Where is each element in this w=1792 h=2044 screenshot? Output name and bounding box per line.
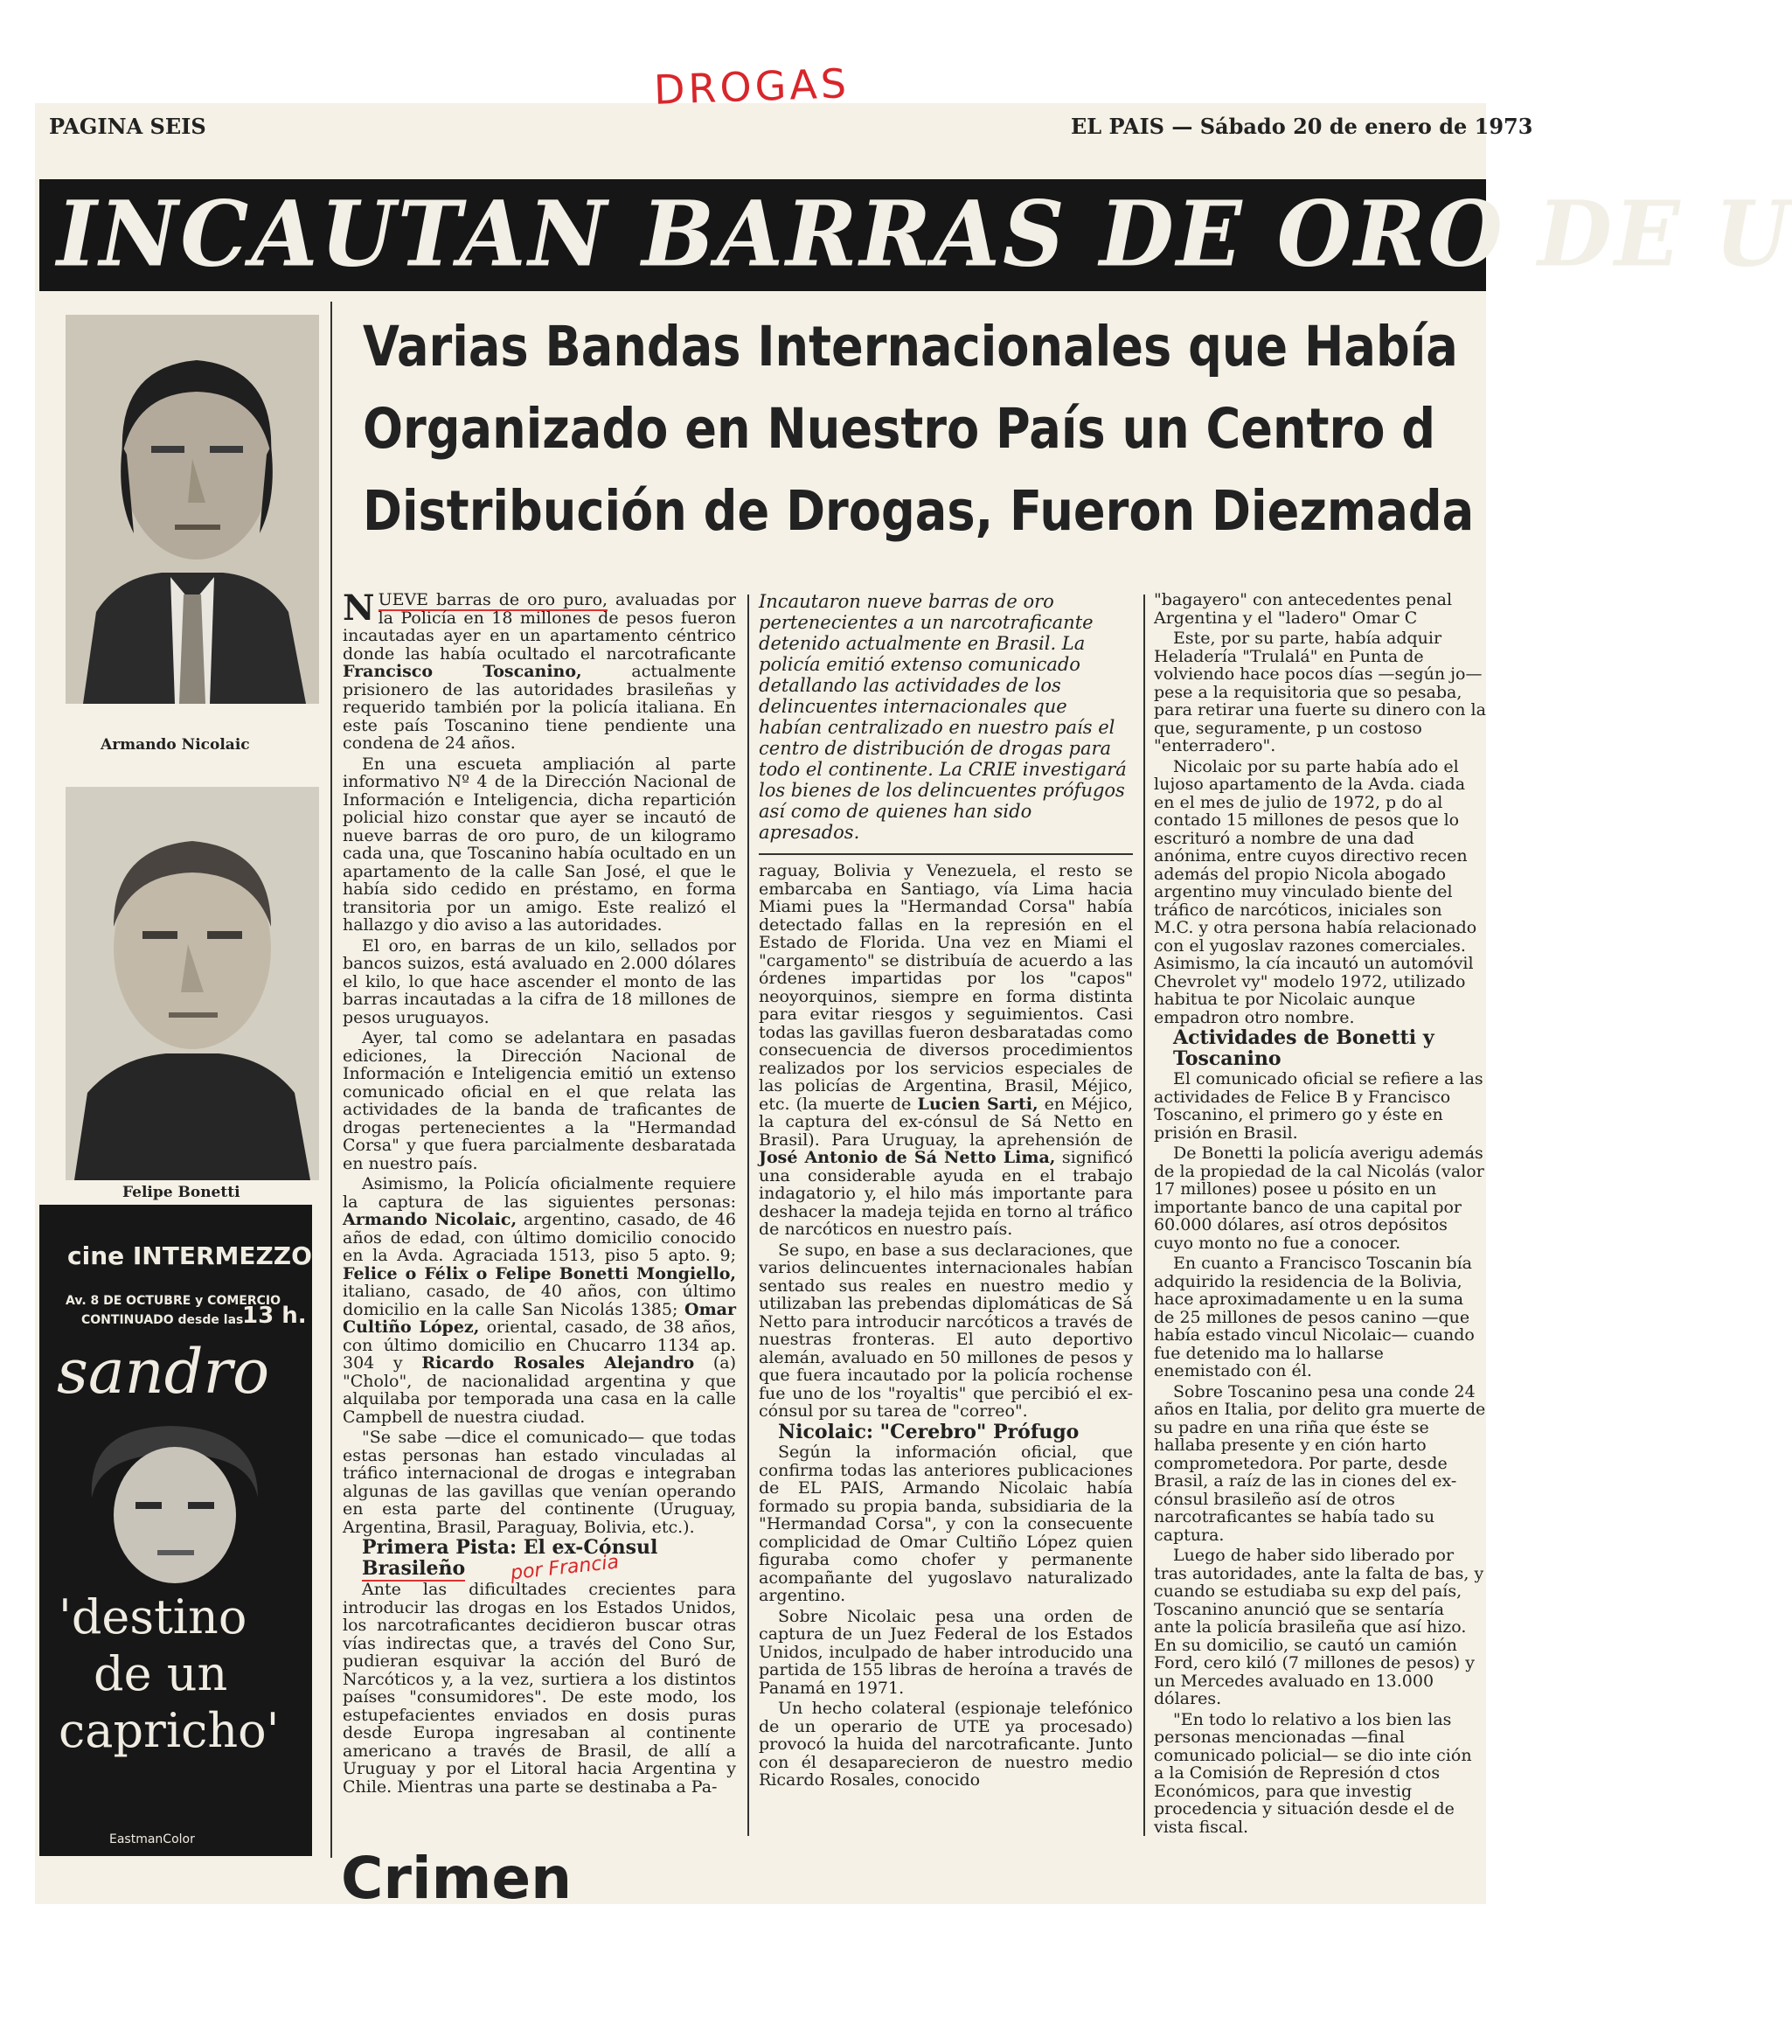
paragraph: Se supo, en base a sus declaraciones, que varios delincuentes internacionales habían sentado sus reales en nuestro medio y utilizaban las prebendas diplomáticas de Sá Netto para introducir narcóticos a través de nuestras fronteras. El auto deportivo alemán, avaluado en 50 millones de pesos y que fuera incautado por la policía rochense fue uno de los "royaltis" que percibió el ex-cónsul por su tarea de "correo". (759, 1240, 1133, 1421)
paragraph: En cuanto a Francisco Toscanin bía adquirido la residencia de la Bolivia, hace aproximadamente u en la suma de 25 millones de pesos canino —que había estado vincul Nicolaic— cuando fue detenido ma lo hallarse enemistado con él. (1154, 1254, 1475, 1380)
portrait-image (66, 315, 319, 704)
ad-address-line-2: CONTINUADO desde las (81, 1313, 244, 1327)
ad-film-title-1: 'destino (59, 1589, 247, 1644)
paragraph (759, 862, 1133, 1239)
paragraph (343, 1175, 736, 1426)
person-name: Ricardo Rosales Alejandro (421, 1353, 695, 1373)
portrait-photo-bonetti (66, 787, 319, 1180)
text: significó una considerable ayuda en el trabajo indagatorio y, el hilo más importante para deshacer la madeja tejida en torno al tráfico de narcóticos en nuestro país. (759, 1148, 1133, 1239)
paragraph: El comunicado oficial se refiere a las actividades de Felice B y Francisco Toscanino, el primero go y éste en prisión en Brasil. (1154, 1069, 1483, 1143)
paragraph: Sobre Toscanino pesa una conde 24 años en Italia, por delito gra muerte de su padre en una riña que éste se hallaba presente y en ción harto comprometedora. Por parte, desde Brasil, a raíz de las in ciones del ex-cónsul brasileño así de otros narcotraficantes se había tado su captura. (1154, 1381, 1486, 1545)
article-column-2 (759, 591, 1133, 1832)
ad-film-title-3: capricho' (59, 1703, 280, 1758)
text: en Méjico, la captura del ex-cónsul de Sá Netto en Brasil). Para Uruguay, la aprehensión de (759, 1094, 1133, 1150)
text: (a) "Cholo", de nacionalidad argentina y que alquilaba por temporada una casa en la calle Campbell de nuestra ciudad. (343, 1353, 737, 1427)
ad-footer-eastmancolor: EastmanColor (109, 1832, 195, 1846)
paragraph: Ayer, tal como se adelantara en pasadas ediciones, la Dirección Nacional de Información e Inteligencia emitió un extenso comunicado oficial en el que relata las actividades de la banda de traficantes de drogas pertenecientes a la "Hermandad Corsa" y que fuera parcialmente desbaratada en nuestro país. (343, 1028, 736, 1173)
cinema-advertisement (39, 1205, 312, 1856)
subheading (343, 1550, 736, 1584)
text: avaluadas por la Policía en 18 millones de pesos fueron incautadas ayer en un apartamento céntrico donde las había ocultado el narcotraficante (343, 590, 736, 664)
portrait-photo-nicolaic (66, 315, 319, 704)
paragraph: "bagayero" con antecedentes penal Argentina y el "ladero" Omar C (1154, 590, 1453, 628)
subheading: Primera Pista: El ex-Cónsul (362, 1536, 658, 1559)
person-name: Felice o Félix o Felipe Bonetti Mongiello, (343, 1263, 736, 1283)
headline-line-3: Distribución de Drogas, Fueron Diezmada (363, 479, 1475, 543)
divider (759, 853, 1133, 855)
subheading: Actividades de Bonetti y (1173, 1026, 1434, 1049)
banner-headline (39, 179, 1792, 291)
paragraph: Sobre Nicolaic pesa una orden de captura de un Juez Federal de los Estados Unidos, inculpado de haber introducido una partida de 155 libras de heroína a través de Panamá en 1971. (759, 1606, 1133, 1698)
article-summary: Incautaron nueve barras de oro pertenecientes a un narcotraficante detenido actualmente en Brasil. La policía emitió extenso comunicado detallando las actividades de los delincuentes internacionales que habían centralizado en nuestro país el centro de distribución de drogas para todo el continente. La CRIE investigará los bienes de los delincuentes prófugos así como de quienes han sido apresados. (759, 591, 1127, 843)
ad-film-title-2: de un (94, 1646, 228, 1701)
article-column-3 (1154, 590, 1486, 1837)
column-rule (1143, 594, 1145, 1836)
subheading-underlined: Brasileño (362, 1556, 466, 1580)
paragraph: Un hecho colateral (espionaje telefónico de un operario de UTE ya procesado) provocó la huida del narcotraficante. Junto con él desaparecieron de nuestro medio Ricardo Rosales, conocido (759, 1699, 1133, 1790)
headline-line-1: Varias Bandas Internacionales que Había (363, 315, 1458, 379)
text: actualmente prisionero de las autoridades brasileñas y requerido también por la policía italiana. En este país Toscanino tiene pendiente una condena de 24 años. (343, 662, 736, 753)
banner-headline-text: INCAUTAN BARRAS DE ORO DE U (57, 182, 1792, 288)
paragraph: El oro, en barras de un kilo, sellados por bancos suizos, está avaluado en 2.000 dólares el kilo, lo que hace ascender el monto de las barras incautadas a la cifra de 18 millones de pesos uruguayos. (343, 935, 736, 1027)
handwritten-margin-note: por Francia (510, 1550, 621, 1584)
paragraph: Ante las dificultades crecientes para introducir las drogas en los Estados Unidos, los narcotraficantes decidieron buscar otras vías indirectas que, a través del Cono Sur, pudieran esquivar la acción del Buró de Narcóticos y, a la vez, surtiera a los distintos países "consumidores". De este modo, los estupefacientes enviados en dosis puras desde Europa ingresaban al continente americano a través de Brasil, de allí a Uruguay y por el Litoral hacia Argentina y Chile. Mientras una parte se destinaba a Pa- (343, 1580, 736, 1797)
ad-cinema-name: cine INTERMEZZO (67, 1241, 312, 1270)
paragraph: De Bonetti la policía averigu además de la propiedad de la cal Nicolás (valor 17 millones) posee u pósito en un importante banco de una capital por 60.000 dólares, así otros depósitos cuyo monto no fue a conocer. (1154, 1144, 1484, 1253)
person-name: Francisco Toscanino, (343, 662, 582, 681)
next-article-headline: Crimen (341, 1845, 573, 1912)
drop-cap: N (343, 587, 375, 629)
paragraph: "En todo lo relativo a los bien las personas mencionadas —final comunicado policial— se dio inte ción a la Comisión de Represión d ctos Económicos, para que investig procedencia y situación desde el de vista fiscal. (1154, 1709, 1472, 1837)
column-rule (747, 594, 749, 1836)
text: raguay, Bolivia y Venezuela, el resto se embarcaba en Santiago, vía Lima hacia Miami pues la "Hermandad Corsa" había detectado fallas en la represión en el Estado de Florida. Una vez en Miami el "cargamento" se distribuía de acuerdo a las órdenes impartidas por los "capos" neoyorquinos, siempre en forma distinta para evitar riesgos y seguimientos. Casi todas las gavillas fueron desbaratadas como consecuencia de diversos procedimientos realizados por los servicios especiales de las policías de Argentina, Brasil, Méjico, etc. (la muerte de (759, 861, 1133, 1114)
subheading: Toscanino (1173, 1046, 1281, 1070)
text: Asimismo, la Policía oficialmente requiere la captura de las siguientes personas: (343, 1174, 736, 1212)
ad-hour: 13 h. (242, 1303, 307, 1329)
text: oriental, casado, de 38 años, con último domicilio en Chucarro 1134 ap. 304 y (343, 1317, 736, 1373)
person-name: Lucien Sarti, (917, 1094, 1038, 1114)
text-underlined: UEVE barras de oro puro, (378, 590, 608, 609)
page-dateline: EL PAIS — Sábado 20 de enero de 1973 (1071, 114, 1533, 139)
paragraph (343, 587, 736, 753)
headline-line-2: Organizado en Nuestro País un Centro d (363, 397, 1436, 461)
ad-address-line-1: Av. 8 DE OCTUBRE y COMERCIO (66, 1294, 281, 1308)
photo-caption-nicolaic: Armando Nicolaic (101, 736, 250, 754)
text: italiano, casado, de 40 años, con último domicilio en la calle San Nicolás 1385; (343, 1282, 736, 1319)
subheading: Nicolaic: "Cerebro" Prófugo (778, 1420, 1080, 1443)
article-column-1 (343, 587, 737, 1832)
paragraph: En una escueta ampliación al parte informativo Nº 4 de la Dirección Nacional de Información e Inteligencia, dicha repartición policial hizo constar que ayer se incautó de nueve barras de oro puro, de un kilogramo cada una, que Toscanino había ocultado en un apartamento de la calle San José, el que le había sido cedido en préstamo, en forma transitoria por un amigo. Este realizó el hallazgo y dio aviso a las autoridades. (343, 754, 736, 935)
paragraph: "Se sabe —dice el comunicado— que todas estas personas han estado vinculadas al tráfico internacional de drogas e integraban algunas de las gavillas que venían operando en esta parte del continente (Uruguay, Argentina, Brasil, Paraguay, Bolivia, etc.). (343, 1428, 736, 1537)
page-number: PAGINA SEIS (49, 114, 206, 139)
paragraph: Nicolaic por su parte había ado el lujoso apartamento de la Avda. ciada en el mes de julio de 1972, p do al contado 15 millones de pesos que lo escrituró a nombre de una dad anónima, entre cuyos directivo recen además del propio Nicola abogado argentino muy vinculado biente del tráfico de narcóticos, iniciales son M.C. y otra persona había relacionado con el yugoslav razones comerciales. Asimismo, la cía incautó un automóvil Chevrolet vy" modelo 1972, utilizado habitua te por Nicolaic aunque empadron otro nombre. (1154, 756, 1477, 1027)
paragraph: Este, por su parte, había adquir Heladería "Trulalá" en Punta de volviendo hace pocos días —según jo— pese a la requisitoria que so pesaba, para retirar una fuerte su dinero con la que, seguramente, p un costoso "enterradero". (1154, 629, 1486, 755)
ad-star-name: sandro (57, 1336, 270, 1408)
person-name: José Antonio de Sá Netto Lima, (759, 1148, 1056, 1167)
main-headline (363, 306, 1475, 553)
photo-caption-bonetti: Felipe Bonetti (122, 1184, 240, 1201)
paragraph: Luego de haber sido liberado por tras autoridades, ante la falta de bas, y cuando se estudiaba su exp del país, Toscanino anunció que se sentaría ante la policía brasileña que así hizo. En su domicilio, se cautó un camión Ford, cero kiló (7 millones de pesos) y un Mercedes avaluado en 13.000 dólares. (1154, 1546, 1484, 1708)
paragraph: Según la información oficial, que confirma todas las anteriores publicaciones de EL PAIS, Armando Nicolaic había formado su propia banda, subsidiaria de la "Hermandad Corsa", y con la consecuente complicidad de Omar Cultiño López quien figuraba como chofer y permanente acompañante del yugoslavo naturalizado argentino. (759, 1443, 1133, 1605)
handwritten-annotation-drogas: DROGAS (653, 59, 851, 114)
ad-star-portrait (74, 1419, 275, 1585)
text: argentino, casado, de 46 años de edad, con último domicilio conocido en la Avda. Agraciada 1513, piso 5 apto. 9; (343, 1210, 737, 1265)
person-name: Armando Nicolaic, (343, 1210, 517, 1229)
person-name: Omar Cultiño López, (343, 1299, 736, 1337)
portrait-image (66, 787, 319, 1180)
column-rule (330, 302, 332, 1858)
